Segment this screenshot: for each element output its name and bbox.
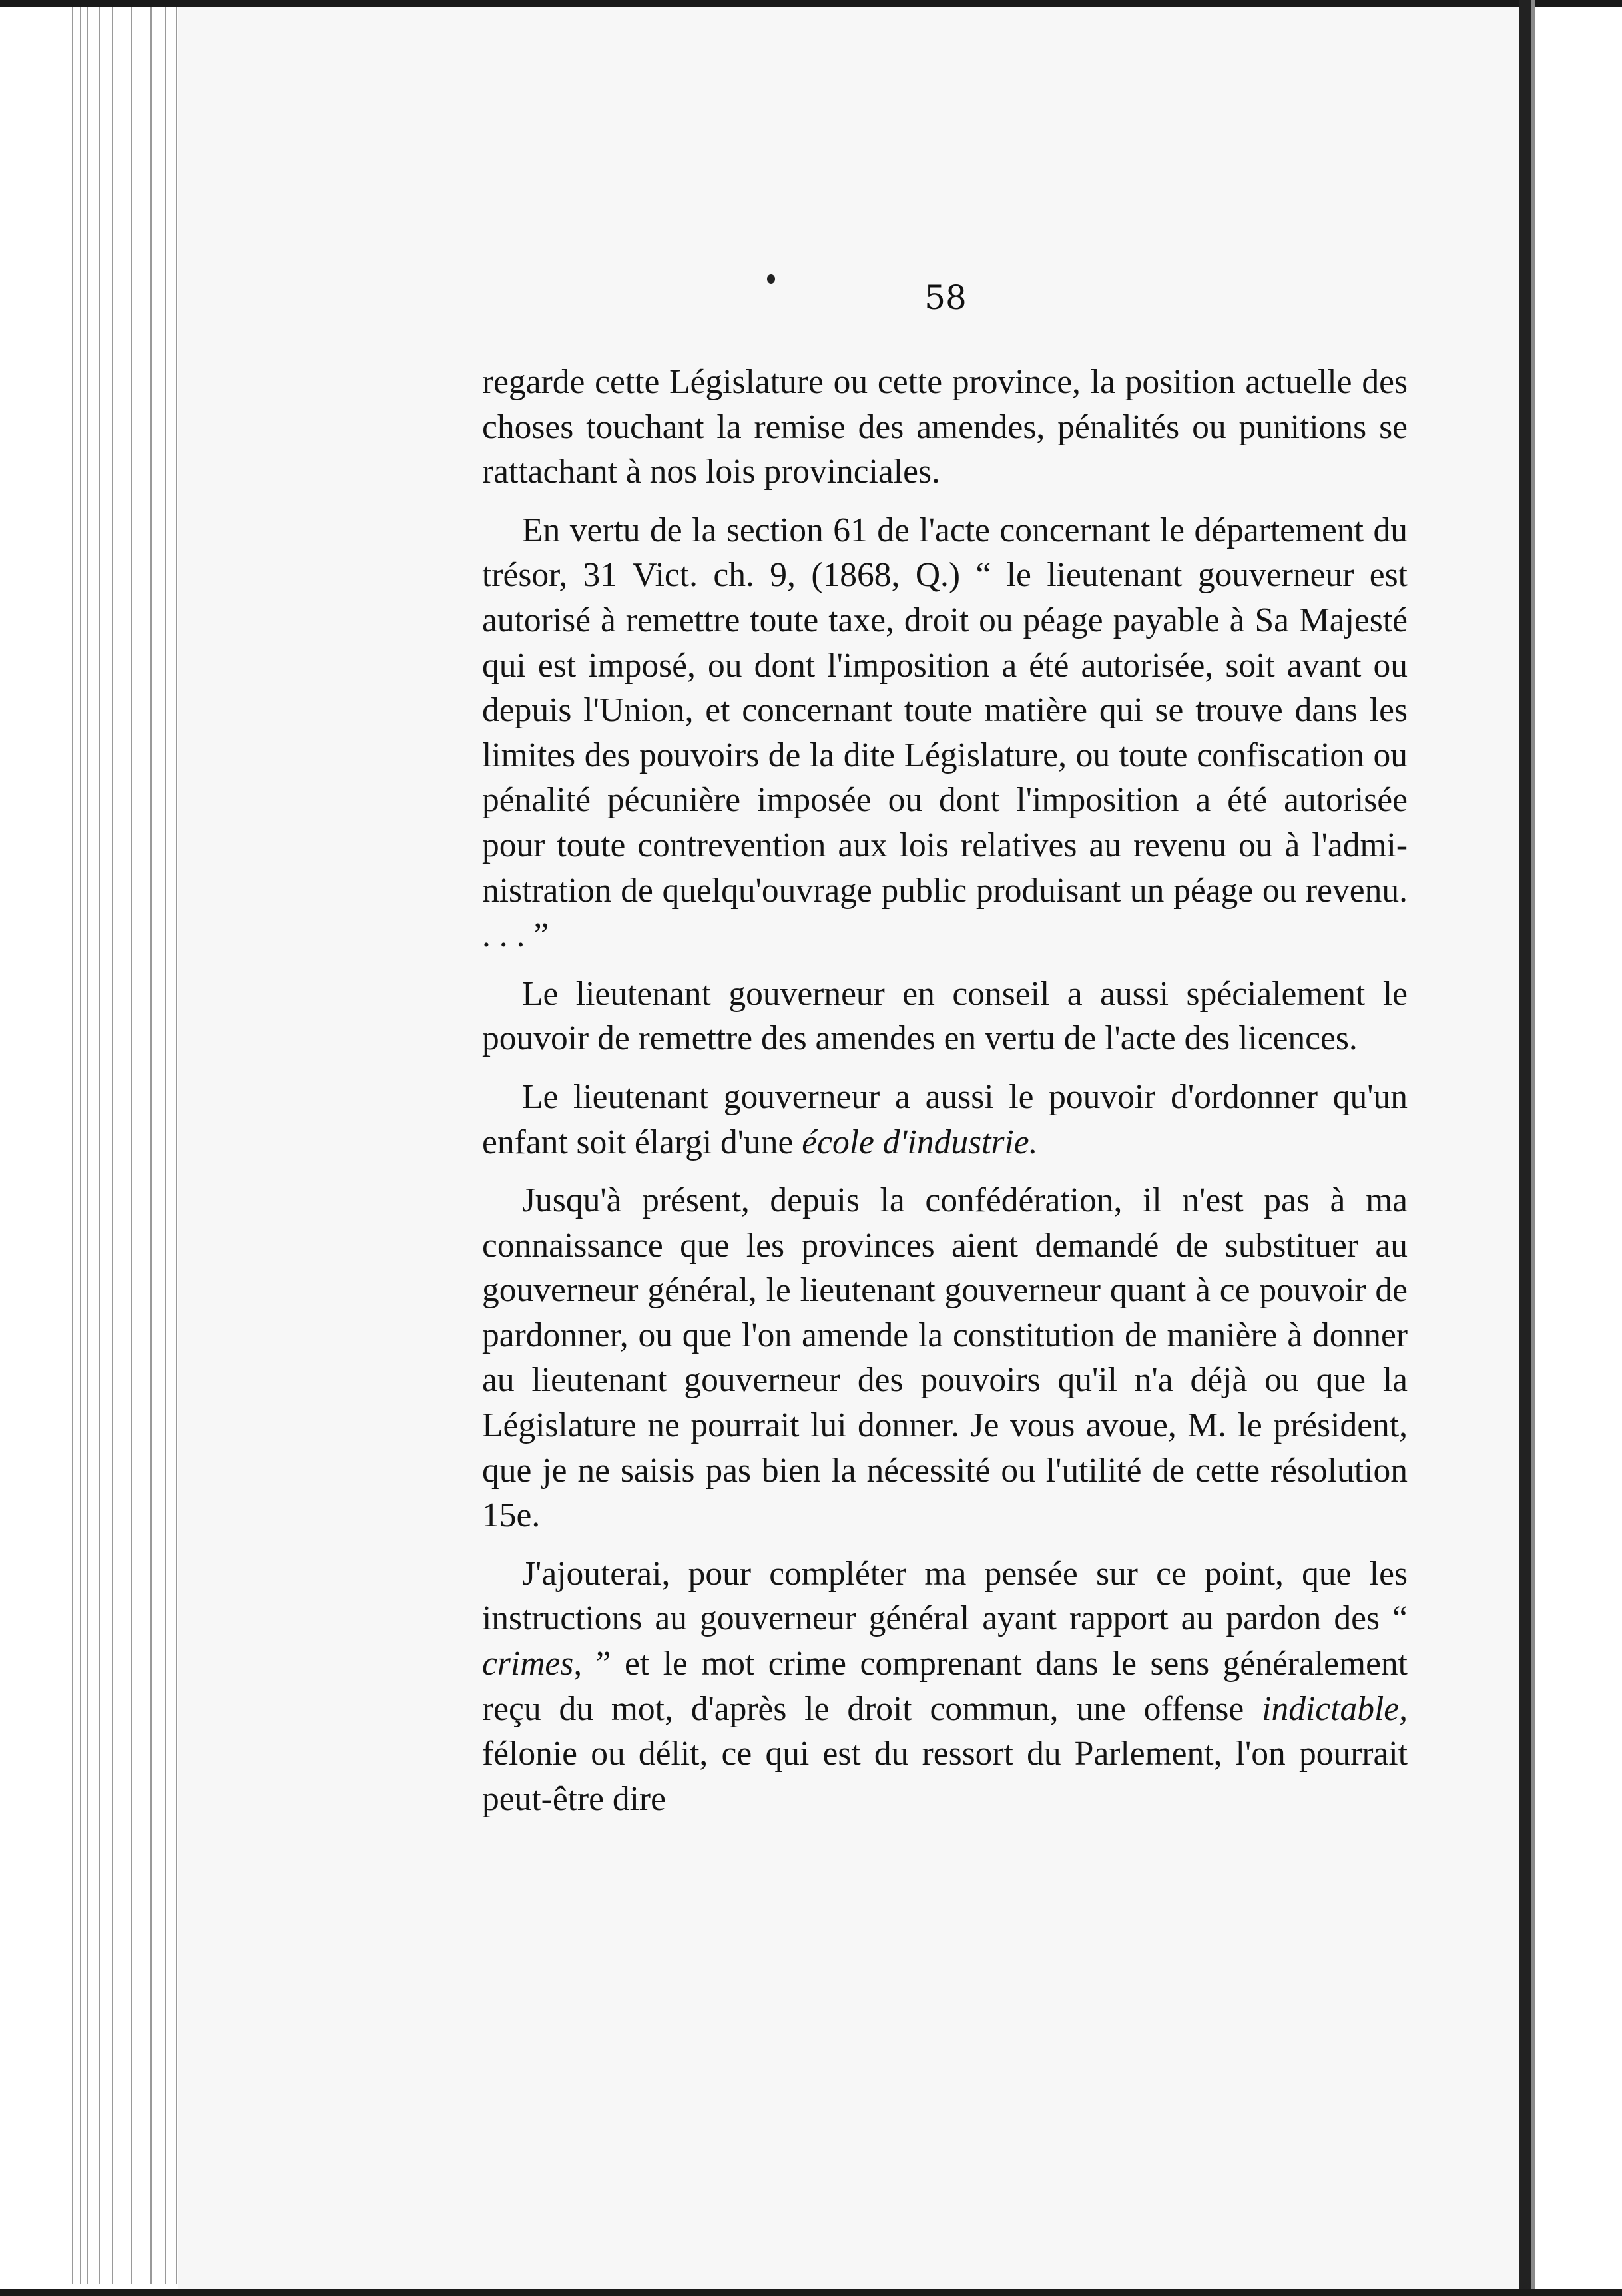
italic-text: indictable, (1262, 1689, 1408, 1728)
paragraph (482, 508, 1408, 958)
italic-text: crimes, (482, 1645, 583, 1683)
text-run: félonie ou délit, ce qui est du ressort du Parlement, l'on pourrait peut-être dire (482, 1735, 1408, 1818)
scan-border-right (1519, 0, 1531, 2296)
italic-text: école d'industrie. (802, 1123, 1038, 1161)
paragraph (482, 1075, 1408, 1165)
text-run: En vertu de la section 61 de l'acte concernant le département du trésor, 31 Vict. ch. 9, (1868, Q.) “ le lieutenant gouverneur est autorisé à remettre toute taxe, droit ou péage payable à Sa Majesté qui est imposé, ou dont l'imposition a été autorisée, soit avant ou depuis l'Union, et concernant toute matière qui se trouve dans les limites des pouvoirs de la dite Législature, ou toute confiscation ou pénalité pécunière imposée ou dont l'imposition a été autorisée pour toute contrevention aux lois relatives au revenu ou à l'administration de quelqu'ouvrage public produisant un péage ou revenu. . . . ” (482, 511, 1408, 955)
book-page-edges (72, 7, 178, 2284)
text-run: Le lieutenant gouverneur a aussi le pouvoir d'ordonner qu'un enfant soit élargi d'une (482, 1077, 1408, 1161)
ink-speck (767, 274, 775, 284)
paragraph (482, 1178, 1408, 1538)
paragraph (482, 360, 1408, 495)
body-text (482, 360, 1408, 1835)
scan-border-bottom (0, 2289, 1622, 2296)
text-run: Jusqu'à présent, depuis la confédération, il n'est pas à ma connaissance que les provinces aient demandé de substituer au gouverneur général, le lieutenant gouverneur quant à ce pouvoir de pardonner, ou que l'on amende la constitution de manière à donner au lieutenant gouverneur des pouvoirs qu'il n'a déjà ou que la Législature ne pourrait lui donner. Je vous avoue, M. le président, que je ne saisis pas bien la nécessité ou l'utilité de cette résolution 15e. (482, 1181, 1408, 1535)
paragraph (482, 972, 1408, 1061)
scan-border-right-inner (1531, 0, 1535, 2296)
paragraph (482, 1552, 1408, 1822)
text-run: J'ajouterai, pour compléter ma pensée sur ce point, que les instructions au gouverneur général ayant rapport au pardon des “ (482, 1554, 1408, 1638)
text-run: Le lieutenant gouverneur en conseil a aussi spécialement le pouvoir de remettre des amendes en vertu de l'acte des licences. (482, 974, 1408, 1058)
page-number: 58 (924, 278, 967, 317)
text-run: ” et le mot crime comprenant dans le sens généralement reçu du mot, d'après le droit commun, une offense (482, 1645, 1408, 1728)
text-run: regarde cette Législature ou cette province, la position actuelle des choses touchant la remise des amendes, pénalités ou punitions se rattachant à nos lois provinciales. (482, 363, 1408, 491)
scan-border-top (0, 0, 1622, 7)
